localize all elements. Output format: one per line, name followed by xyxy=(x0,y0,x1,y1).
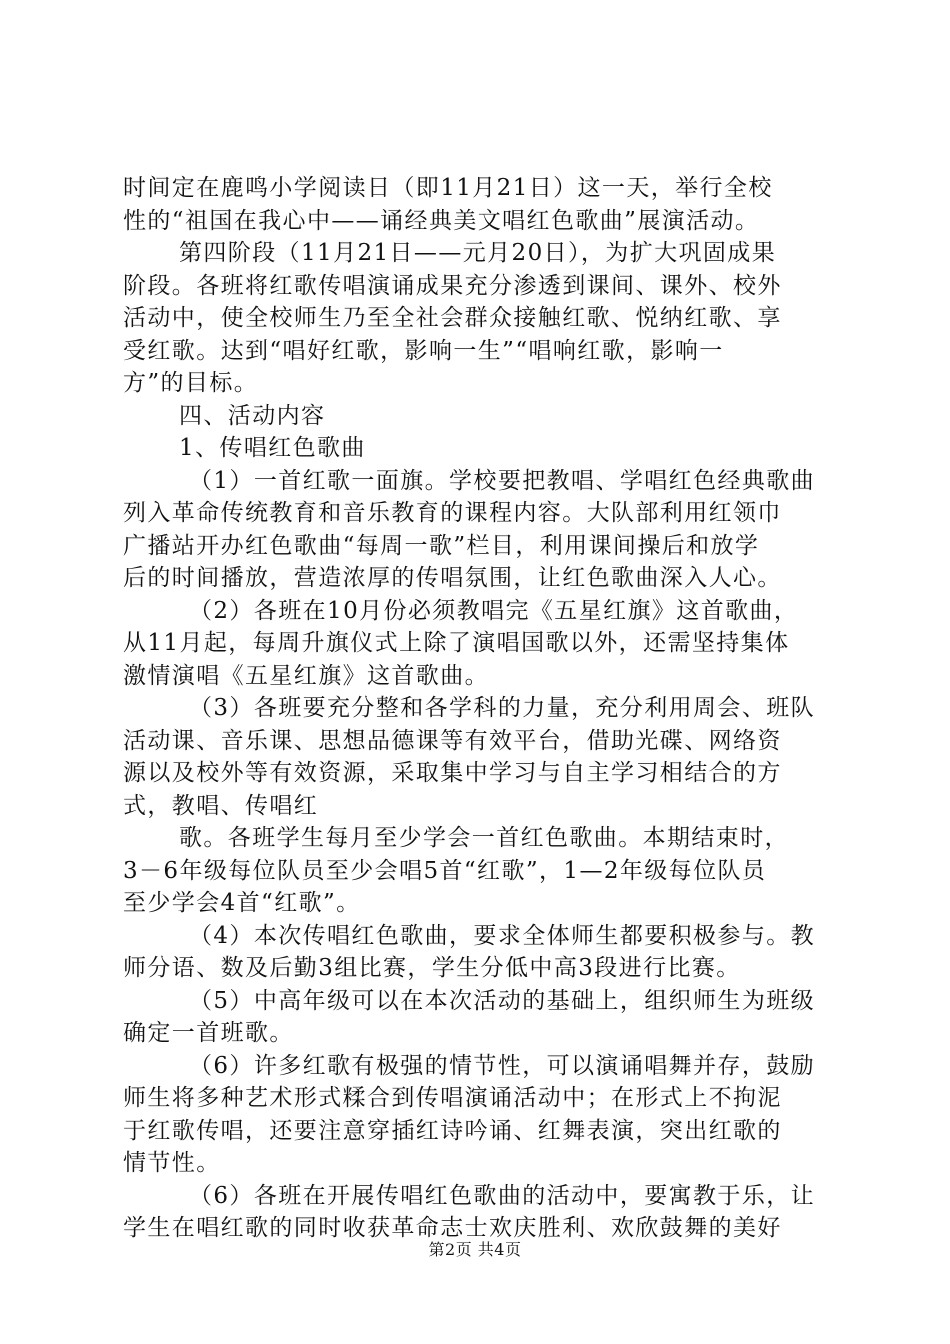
document-body xyxy=(123,172,833,1245)
paragraph-line: （5）中高年级可以在本次活动的基础上，组织师生为班级 xyxy=(189,987,816,1014)
paragraph-line: 激情演唱《五星红旗》这首歌曲。 xyxy=(123,662,489,689)
paragraph-line: 后的时间播放，营造浓厚的传唱氛围，让红色歌曲深入人心。 xyxy=(123,565,782,591)
paragraph-line: （3）各班要充分整和各学科的力量，充分利用周会、班队 xyxy=(189,695,816,721)
paragraph-line: 活动中，使全校师生乃至全社会群众接触红歌、悦纳红歌、享 xyxy=(123,305,782,331)
paragraph-line: 1、传唱红色歌曲 xyxy=(179,435,366,461)
paragraph-line: （2）各班在10月份必须教唱完《五星红旗》这首歌曲， xyxy=(189,597,799,624)
paragraph-line: 情节性。 xyxy=(123,1150,221,1176)
paragraph-line: （6）许多红歌有极强的情节性，可以演诵唱舞并存，鼓励 xyxy=(189,1052,816,1079)
paragraph-line: 列入革命传统教育和音乐教育的课程内容。大队部利用红领巾 xyxy=(123,500,782,526)
paragraph-line: 于红歌传唱，还要注意穿插红诗吟诵、红舞表演，突出红歌的 xyxy=(123,1117,782,1144)
paragraph-line: 活动课、音乐课、思想品德课等有效平台，借助光碟、网络资 xyxy=(123,727,782,754)
paragraph-line: （1）一首红歌一面旗。学校要把教唱、学唱红色经典歌曲 xyxy=(189,467,816,494)
paragraph-line: （6）各班在开展传唱红色歌曲的活动中，要寓教于乐，让 xyxy=(189,1182,816,1209)
paragraph-line: （4）本次传唱红色歌曲，要求全体师生都要积极参与。教 xyxy=(189,922,816,949)
paragraph-line: 师分语、数及后勤3组比赛，学生分低中高3段进行比赛。 xyxy=(123,955,741,981)
paragraph-line: 至少学会4首“红歌”。 xyxy=(123,890,361,916)
paragraph-line: 时间定在鹿鸣小学阅读日（即11月21日）这一天，举行全校 xyxy=(123,175,773,201)
paragraph-line: 师生将多种艺术形式糅合到传唱演诵活动中；在形式上不拘泥 xyxy=(123,1085,782,1111)
paragraph-line: 学生在唱红歌的同时收获革命志士欢庆胜利、欢欣鼓舞的美好 xyxy=(123,1215,782,1241)
paragraph-line: 式，教唱、传唱红 xyxy=(123,792,319,819)
paragraph-line: 性的“祖国在我心中——诵经典美文唱红色歌曲”展演活动。 xyxy=(123,207,760,234)
paragraph-line: 确定一首班歌。 xyxy=(123,1020,294,1046)
paragraph-line: 四、活动内容 xyxy=(179,402,326,429)
paragraph-line: 方”的目标。 xyxy=(123,370,259,396)
page-footer: 第2页 共4页 xyxy=(428,1240,522,1259)
paragraph-line: 3－6年级每位队员至少会唱5首“红歌”，1—2年级每位队员 xyxy=(123,857,767,884)
paragraph-line: 受红歌。达到“唱好红歌，影响一生”“唱响红歌，影响一 xyxy=(123,337,724,364)
paragraph-line: 阶段。各班将红歌传唱演诵成果充分渗透到课间、课外、校外 xyxy=(123,272,782,299)
paragraph-line: 歌。各班学生每月至少学会一首红色歌曲。本期结束时， xyxy=(179,825,789,851)
paragraph-line: 广播站开办红色歌曲“每周一歌”栏目，利用课间操后和放学 xyxy=(123,532,760,559)
paragraph-line: 第四阶段（11月21日——元月20日），为扩大巩固成果 xyxy=(179,240,777,266)
paragraph-line: 源以及校外等有效资源，采取集中学习与自主学习相结合的方 xyxy=(123,760,782,786)
paragraph-line: 从11月起，每周升旗仪式上除了演唱国歌以外，还需坚持集体 xyxy=(123,630,790,656)
